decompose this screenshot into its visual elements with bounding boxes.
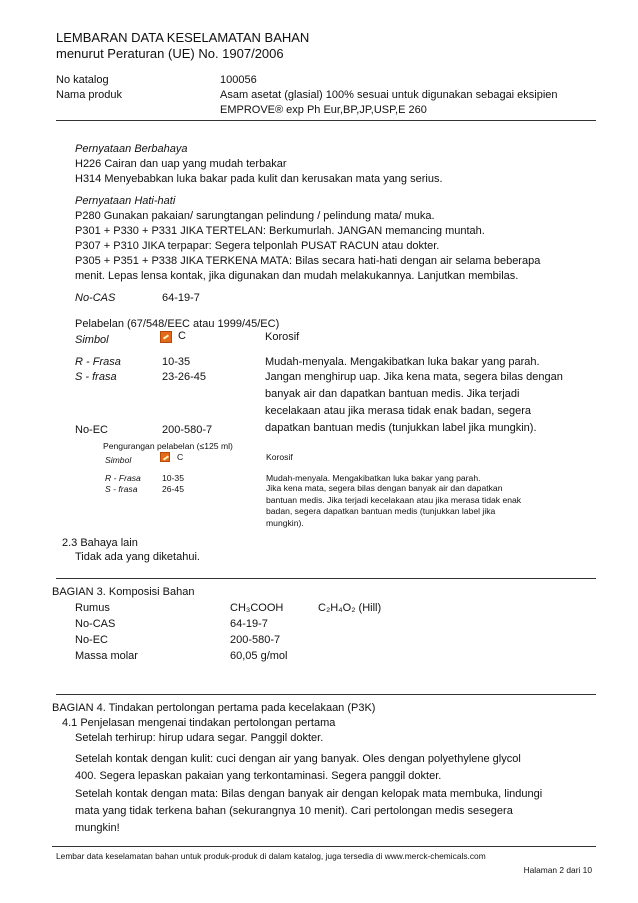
r-phrase-text: Mudah-menyala. Mengakibatkan luka bakar yang parah. [265, 356, 540, 368]
first-aid-skin: Setelah kontak dengan kulit: cuci dengan air yang banyak. Oles dengan polyethylene glycol 400. Segera lepaskan pakaian yang terkontaminasi. Segera panggil dokter. [75, 753, 521, 782]
footer-text: Lembar data keselamatan bahan untuk produk-produk di dalam katalog, juga tersedia di www.merck-chemicals.com [56, 851, 486, 861]
precautionary-line: P305 + P351 + P338 JIKA TERKENA MATA: Bilas secara hati-hati dengan air selama beberapa [75, 255, 541, 267]
composition-label: Massa molar [75, 650, 138, 662]
page-number: Halaman 2 dari 10 [523, 865, 592, 875]
product-label: Nama produk [56, 89, 123, 101]
symbol-label: Simbol [75, 334, 109, 346]
precautionary-line: P280 Gunakan pakaian/ sarungtangan pelindung / pelindung mata/ muka. [75, 210, 435, 222]
composition-label: No-CAS [75, 618, 116, 630]
product-value-line2: EMPROVE® exp Ph Eur,BP,JP,USP,E 260 [220, 104, 427, 116]
s-phrase-value: 23-26-45 [162, 371, 207, 383]
composition-value: 60,05 g/mol [230, 650, 288, 662]
hazard-line: H226 Cairan dan uap yang mudah terbakar [75, 158, 287, 170]
reduced-labelling-heading: Pengurangan pelabelan (≤125 ml) [103, 441, 233, 451]
composition-value: 200-580-7 [230, 634, 281, 646]
reduced-corrosive-hazard-icon [160, 452, 170, 462]
reduced-s-phrase-value: 26-45 [162, 484, 184, 494]
s-phrase-label: S - frasa [75, 371, 117, 383]
r-phrase-label: R - Frasa [75, 356, 121, 368]
precautionary-line: P301 + P330 + P331 JIKA TERTELAN: Berkumurlah. JANGAN memancing muntah. [75, 225, 485, 237]
composition-value: CH₃COOH [230, 602, 284, 614]
catalog-label: No katalog [56, 74, 109, 86]
ec-value: 200-580-7 [162, 424, 213, 436]
labelling-heading: Pelabelan (67/548/EEC atau 1999/45/EC) [75, 318, 280, 330]
reduced-r-phrase-label: R - Frasa [105, 473, 141, 483]
precautionary-line: menit. Lepas lensa kontak, jika digunakan dan mudah melakukannya. Lanjutkan membilas. [75, 270, 519, 282]
footer-divider [52, 846, 596, 847]
reduced-symbol-text: Korosif [266, 452, 293, 462]
r-phrase-value: 10-35 [162, 356, 191, 368]
reduced-symbol-code: C [177, 452, 184, 462]
composition-label: Rumus [75, 602, 110, 614]
first-aid-eye: Setelah kontak dengan mata: Bilas dengan banyak air dengan kelopak mata membuka, lindungi mata yang tidak terkena bahan (sekurangnya 10 menit). Cari pertolongan medis sesegera mungkin! [75, 788, 543, 834]
composition-extra: C₂H₄O₂ (Hill) [318, 602, 382, 614]
document-subtitle: menurut Peraturan (UE) No. 1907/2006 [56, 46, 284, 61]
ec-label: No-EC [75, 424, 109, 436]
reduced-r-phrase-text: Mudah-menyala. Mengakibatkan luka bakar yang parah. [266, 473, 481, 483]
section4-subheading: 4.1 Penjelasan mengenai tindakan pertolongan pertama [62, 717, 336, 729]
header-divider [56, 120, 596, 121]
cas-label: No-CAS [75, 292, 116, 304]
hazard-statements-heading: Pernyataan Berbahaya [75, 143, 188, 155]
precautionary-heading: Pernyataan Hati-hati [75, 195, 176, 207]
symbol-code: C [178, 330, 186, 342]
section4-heading: BAGIAN 4. Tindakan pertolongan pertama pada kecelakaan (P3K) [52, 702, 376, 714]
hazard-line: H314 Menyebabkan luka bakar pada kulit dan kerusakan mata yang serius. [75, 173, 443, 185]
product-value-line1: Asam asetat (glasial) 100% sesuai untuk digunakan sebagai eksipien [220, 89, 558, 101]
reduced-s-phrase-text: Jika kena mata, segera bilas dengan banyak air dan dapatkan bantuan medis. Jika terjadi kecelakaan atau jika merasa tidak enak badan, segera dapatkan bantuan medis (tunjukkan label jika mungkin). [266, 483, 522, 528]
symbol-text: Korosif [265, 331, 300, 343]
first-aid-inhale: Setelah terhirup: hirup udara segar. Panggil dokter. [75, 732, 324, 744]
corrosive-hazard-icon [160, 331, 172, 343]
section4-divider [56, 694, 596, 695]
cas-value: 64-19-7 [162, 292, 200, 304]
catalog-value: 100056 [220, 74, 257, 86]
composition-value: 64-19-7 [230, 618, 268, 630]
reduced-r-phrase-value: 10-35 [162, 473, 184, 483]
reduced-s-phrase-label: S - frasa [105, 484, 138, 494]
reduced-symbol-label: Simbol [105, 455, 132, 465]
document-title: LEMBARAN DATA KESELAMATAN BAHAN [56, 30, 310, 45]
composition-label: No-EC [75, 634, 109, 646]
other-hazards-heading: 2.3 Bahaya lain [62, 537, 138, 549]
precautionary-line: P307 + P310 JIKA terpapar: Segera telponlah PUSAT RACUN atau dokter. [75, 240, 440, 252]
section3-divider [56, 578, 596, 579]
section3-heading: BAGIAN 3. Komposisi Bahan [52, 586, 195, 598]
other-hazards-text: Tidak ada yang diketahui. [75, 551, 200, 563]
s-phrase-text: Jangan menghirup uap. Jika kena mata, segera bilas dengan banyak air dan dapatkan bantuan medis. Jika terjadi kecelakaan atau jika merasa tidak enak badan, segera dapatkan bantuan medis (tunjukkan label jika mungkin). [265, 371, 563, 434]
